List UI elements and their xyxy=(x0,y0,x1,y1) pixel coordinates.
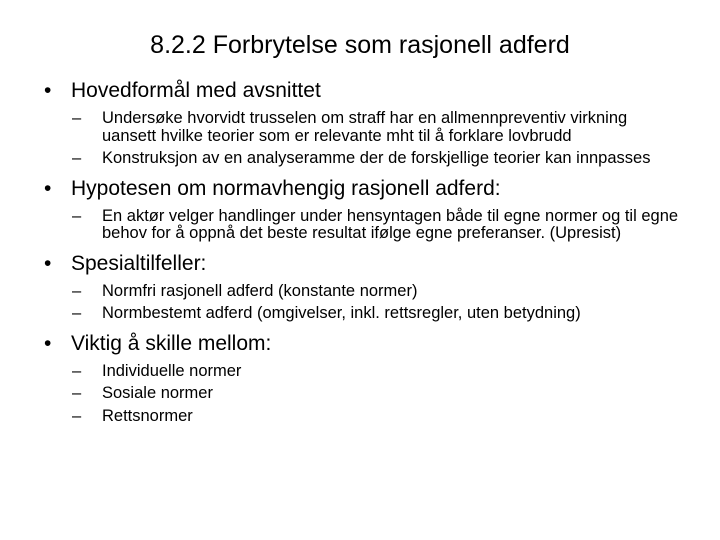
sub-list xyxy=(72,208,684,243)
sub-item-text: En aktør velger handlinger under hensyntagen både til egne normer og til egne behov for å oppnå det beste resultat ifølge egne preferanser. (Upresist) xyxy=(102,206,679,242)
bullet-icon: • xyxy=(44,176,52,200)
slide-content xyxy=(44,78,684,431)
dash-icon: – xyxy=(72,304,82,322)
sub-item-text: Normfri rasjonell adferd (konstante normer) xyxy=(102,281,418,300)
bullet-text: Spesialtilfeller: xyxy=(71,251,207,275)
dash-icon: – xyxy=(72,361,82,380)
sub-item xyxy=(72,305,684,323)
bullet-text: Viktig å skille mellom: xyxy=(71,331,272,355)
dash-icon: – xyxy=(72,109,82,127)
bullet-icon: • xyxy=(44,251,52,275)
dash-icon: – xyxy=(72,206,82,225)
slide-title: 8.2.2 Forbrytelse som rasjonell adferd xyxy=(150,31,570,59)
dash-icon: – xyxy=(72,384,82,402)
bullet-icon: • xyxy=(44,79,52,102)
sub-item xyxy=(72,110,684,145)
sub-list xyxy=(72,283,684,323)
sub-item xyxy=(72,363,684,381)
dash-icon: – xyxy=(72,149,82,167)
sub-item xyxy=(72,408,684,426)
sub-list xyxy=(72,110,684,168)
bullet-text: Hovedformål med avsnittet xyxy=(71,79,321,102)
sub-list xyxy=(72,363,684,426)
bullet-item xyxy=(44,251,684,277)
bullet-item xyxy=(44,78,684,104)
sub-item-text: Rettsnormer xyxy=(102,406,193,425)
sub-item-text: Konstruksjon av en analyseramme der de forskjellige teorier kan innpasses xyxy=(102,149,651,167)
bullet-text: Hypotesen om normavhengig rasjonell adferd: xyxy=(71,176,501,200)
sub-item-text: Undersøke hvorvidt trusselen om straff har en allmennpreventiv virkning uansett hvilke teorier som er relevante mht til å forklare lovbrudd xyxy=(102,109,628,145)
dash-icon: – xyxy=(72,406,82,425)
sub-item xyxy=(72,385,684,403)
sub-item-text: Individuelle normer xyxy=(102,361,242,380)
bullet-item xyxy=(44,176,684,202)
sub-item-text: Sosiale normer xyxy=(102,384,213,402)
bullet-item xyxy=(44,331,684,357)
bullet-icon: • xyxy=(44,331,52,355)
sub-item-text: Normbestemt adferd (omgivelser, inkl. rettsregler, uten betydning) xyxy=(102,304,581,322)
dash-icon: – xyxy=(72,281,82,300)
sub-item xyxy=(72,150,684,168)
sub-item xyxy=(72,208,684,243)
sub-item xyxy=(72,283,684,301)
